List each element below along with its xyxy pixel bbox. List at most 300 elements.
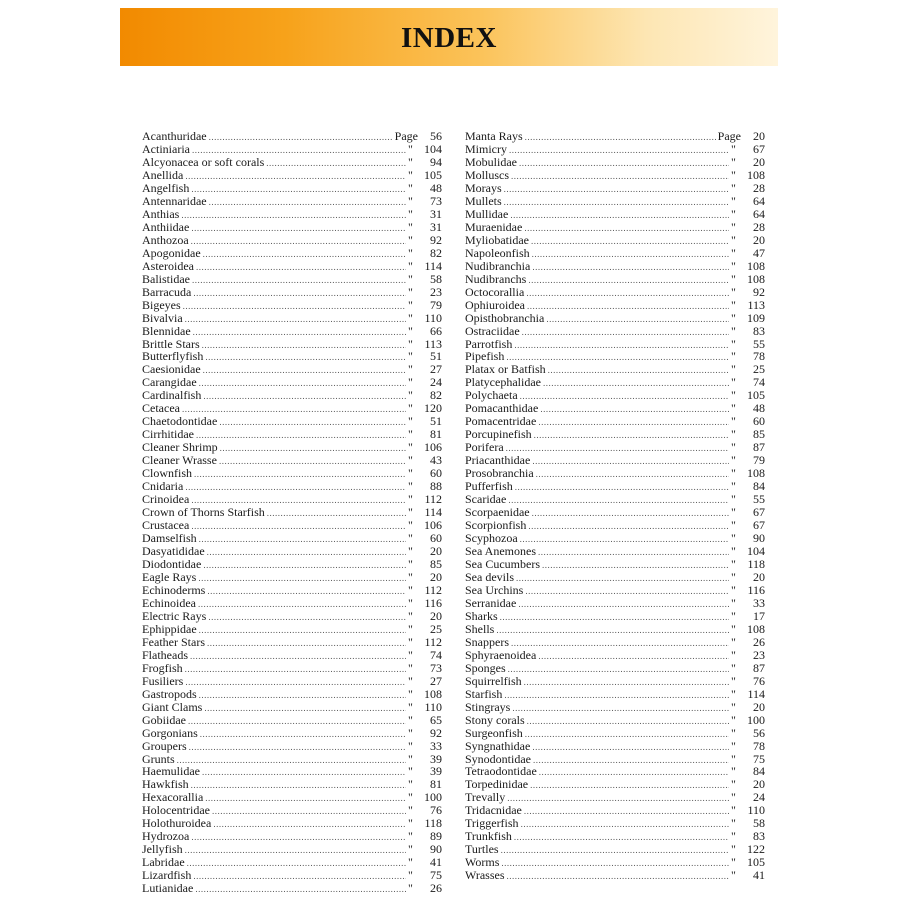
leader-dots	[203, 364, 406, 377]
entry-term: Diodontidae	[142, 556, 202, 571]
page-number: 65	[430, 712, 442, 727]
entry-term: Eagle Rays	[142, 569, 197, 584]
entry-term: Bivalvia	[142, 310, 183, 325]
leader-dots	[193, 287, 406, 300]
entry-term: Sea Anemones	[465, 544, 536, 558]
leader-dots	[199, 533, 406, 546]
entry-term: Haemulidae	[142, 764, 200, 779]
entry-term: Mimicry	[465, 141, 507, 156]
entry-term: Syngnathidae	[465, 738, 531, 753]
page-number: 55	[753, 492, 765, 507]
leader-dots	[516, 572, 729, 585]
entry-term: Wrasses	[465, 868, 505, 883]
page-number: 90	[753, 531, 765, 546]
entry-term: Synodontidae	[465, 751, 531, 766]
leader-dots	[528, 274, 729, 287]
ditto-mark: "	[731, 738, 736, 753]
leader-dots	[198, 572, 406, 585]
ditto-mark: "	[408, 401, 413, 416]
index-entry	[465, 843, 765, 856]
ditto-mark: "	[408, 725, 413, 740]
page-number: 81	[430, 777, 442, 792]
entry-term: Priacanthidae	[465, 453, 531, 468]
ditto-mark: "	[731, 790, 736, 805]
leader-dots	[202, 339, 406, 352]
leader-dots	[219, 455, 406, 468]
page-number: 51	[430, 349, 442, 364]
leader-dots	[508, 494, 729, 507]
leader-dots	[185, 313, 406, 326]
ditto-mark: "	[731, 414, 736, 429]
entry-term: Balistidae	[142, 271, 190, 286]
ditto-mark: "	[731, 375, 736, 390]
ditto-mark: "	[408, 414, 413, 429]
leader-dots	[501, 857, 729, 870]
leader-dots	[542, 559, 729, 572]
leader-dots	[207, 546, 406, 559]
index-entry	[142, 843, 442, 856]
page-number: 33	[430, 738, 442, 753]
index-entry	[465, 338, 765, 351]
page-number: 114	[747, 686, 765, 701]
index-entry	[142, 571, 442, 584]
entry-term: Anellida	[142, 167, 184, 182]
entry-term: Nudibranchia	[465, 258, 531, 273]
entry-term: Gobiidae	[142, 712, 186, 727]
ditto-mark: "	[408, 141, 413, 156]
leader-dots	[538, 546, 729, 559]
ditto-mark: "	[408, 868, 413, 883]
entry-term: Anthiidae	[142, 219, 190, 234]
page-number: 110	[747, 803, 765, 818]
ditto-mark: "	[731, 336, 736, 351]
ditto-mark: "	[408, 479, 413, 494]
leader-dots	[203, 390, 406, 403]
ditto-mark: "	[731, 621, 736, 636]
page-number: 108	[747, 271, 765, 286]
leader-dots	[501, 844, 729, 857]
leader-dots	[530, 779, 729, 792]
entry-term: Triggerfish	[465, 816, 519, 831]
entry-term: Ephippidae	[142, 621, 197, 636]
leader-dots	[532, 248, 729, 261]
entry-term: Blennidae	[142, 323, 191, 338]
index-entry	[465, 597, 765, 610]
index-entry	[465, 688, 765, 701]
entry-term: Scaridae	[465, 492, 507, 507]
entry-term: Clownfish	[142, 466, 193, 481]
page-number: 20	[430, 544, 442, 558]
entry-term: Mobulidae	[465, 154, 517, 169]
ditto-mark: "	[408, 803, 413, 818]
leader-dots	[191, 779, 406, 792]
ditto-mark: "	[731, 349, 736, 364]
leader-dots	[506, 442, 729, 455]
ditto-mark: "	[408, 440, 413, 455]
entry-term: Sharks	[465, 608, 498, 623]
leader-dots	[196, 261, 406, 274]
index-entry	[142, 688, 442, 701]
ditto-mark: "	[408, 608, 413, 623]
entry-term: Feather Stars	[142, 634, 205, 649]
page-number: 20	[753, 154, 765, 169]
leader-dots	[515, 481, 729, 494]
entry-term: Tetraodontidae	[465, 764, 537, 779]
ditto-mark: "	[408, 323, 413, 338]
leader-dots	[524, 805, 729, 818]
ditto-mark: "	[408, 686, 413, 701]
leader-dots	[192, 274, 406, 287]
leader-dots	[522, 326, 729, 339]
page-number: 105	[747, 855, 765, 870]
ditto-mark: "	[408, 310, 413, 325]
page-number: 20	[753, 232, 765, 247]
entry-term: Muraenidae	[465, 219, 523, 234]
leader-dots	[509, 144, 729, 157]
entry-term: Echinoderms	[142, 582, 206, 597]
entry-term: Hexacorallia	[142, 790, 204, 805]
index-entry	[142, 727, 442, 740]
page-number: 67	[753, 518, 765, 533]
entry-term: Ophiuroidea	[465, 297, 525, 312]
page-number: 56	[430, 129, 442, 143]
leader-dots	[205, 792, 406, 805]
page-number: 58	[430, 271, 442, 286]
page-number: 28	[753, 180, 765, 195]
page-number: 60	[430, 531, 442, 546]
index-entry	[142, 260, 442, 273]
page-number: 87	[753, 660, 765, 675]
entry-term: Cardinalfish	[142, 388, 202, 403]
leader-dots	[200, 728, 406, 741]
page-label: Page	[717, 129, 741, 143]
index-entry	[142, 234, 442, 247]
leader-dots	[219, 416, 406, 429]
ditto-mark: "	[408, 634, 413, 649]
index-entry	[142, 325, 442, 338]
ditto-mark: "	[731, 569, 736, 584]
page-number: 28	[753, 219, 765, 234]
leader-dots	[528, 520, 729, 533]
index-entry	[465, 662, 765, 675]
entry-term: Crown of Thorns Starfish	[142, 505, 265, 520]
ditto-mark: "	[731, 154, 736, 169]
page-number: 106	[424, 518, 442, 533]
leader-dots	[207, 585, 406, 598]
ditto-mark: "	[731, 310, 736, 325]
entry-term: Parrotfish	[465, 336, 513, 351]
entry-term: Starfish	[465, 686, 503, 701]
page-number: 87	[753, 440, 765, 455]
page-number: 26	[753, 634, 765, 649]
leader-dots	[185, 663, 406, 676]
entry-term: Bigeyes	[142, 297, 181, 312]
entry-term: Damselfish	[142, 531, 197, 546]
leader-dots	[533, 754, 729, 767]
header-banner	[120, 8, 778, 66]
index-entry	[465, 234, 765, 247]
page-number: 83	[753, 323, 765, 338]
index-entry	[465, 740, 765, 753]
entry-term: Groupers	[142, 738, 187, 753]
index-entry	[142, 156, 442, 169]
ditto-mark: "	[408, 427, 413, 442]
entry-term: Pipefish	[465, 349, 505, 364]
entry-term: Lutianidae	[142, 881, 194, 896]
leader-dots	[538, 416, 729, 429]
ditto-mark: "	[408, 816, 413, 831]
page-number: 39	[430, 751, 442, 766]
ditto-mark: "	[731, 167, 736, 182]
entry-term: Antennaridae	[142, 193, 207, 208]
index-entry	[465, 195, 765, 208]
page-number: 113	[747, 297, 765, 312]
entry-term: Prosobranchia	[465, 466, 534, 481]
entry-term: Gorgonians	[142, 725, 198, 740]
ditto-mark: "	[731, 219, 736, 234]
entry-term: Tridacnidae	[465, 803, 522, 818]
leader-dots	[181, 209, 406, 222]
index-entry	[465, 299, 765, 312]
entry-term: Serranidae	[465, 595, 517, 610]
ditto-mark: "	[408, 855, 413, 870]
leader-dots	[185, 676, 406, 689]
entry-term: Trevally	[465, 790, 506, 805]
leader-dots	[507, 792, 729, 805]
entry-term: Sea devils	[465, 569, 514, 584]
index-entry	[142, 636, 442, 649]
leader-dots	[504, 196, 729, 209]
entry-term: Angelfish	[142, 180, 190, 195]
index-entry	[142, 882, 442, 895]
page-number: 104	[747, 544, 765, 558]
entry-term: Torpedinidae	[465, 777, 529, 792]
ditto-mark: "	[408, 492, 413, 507]
leader-dots	[191, 831, 406, 844]
page-number: 118	[424, 816, 442, 831]
ditto-mark: "	[731, 466, 736, 481]
leader-dots	[508, 663, 729, 676]
page-number: 92	[753, 284, 765, 299]
entry-term: Pomacentridae	[465, 414, 537, 429]
ditto-mark: "	[731, 660, 736, 675]
entry-term: Dasyatididae	[142, 544, 205, 558]
ditto-mark: "	[731, 725, 736, 740]
index-entry	[142, 675, 442, 688]
page-number: 31	[430, 219, 442, 234]
entry-term: Chaetodontidae	[142, 414, 218, 429]
leader-dots	[514, 339, 729, 352]
ditto-mark: "	[408, 206, 413, 221]
page-number: 51	[430, 414, 442, 429]
page-number: 67	[753, 505, 765, 520]
page-number: 84	[753, 479, 765, 494]
leader-dots	[199, 689, 406, 702]
ditto-mark: "	[731, 868, 736, 883]
leader-dots	[190, 650, 406, 663]
ditto-mark: "	[731, 764, 736, 779]
leader-dots	[198, 598, 406, 611]
page-number: 82	[430, 388, 442, 403]
ditto-mark: "	[408, 544, 413, 558]
entry-term: Hydrozoa	[142, 829, 190, 844]
entry-term: Crinoidea	[142, 492, 190, 507]
ditto-mark: "	[408, 258, 413, 273]
page-number: 43	[430, 453, 442, 468]
page-number: 105	[747, 388, 765, 403]
ditto-mark: "	[408, 699, 413, 714]
leader-dots	[185, 844, 406, 857]
page-number: 48	[753, 401, 765, 416]
entry-term: Pomacanthidae	[465, 401, 539, 416]
leader-dots	[199, 377, 406, 390]
ditto-mark: "	[731, 193, 736, 208]
leader-dots	[539, 766, 729, 779]
index-entry	[142, 182, 442, 195]
index-column-left	[142, 130, 442, 895]
page-number: 24	[753, 790, 765, 805]
index-entry	[465, 701, 765, 714]
page-number: 17	[753, 608, 765, 623]
entry-term: Caesionidae	[142, 362, 201, 377]
entry-term: Carangidae	[142, 375, 197, 390]
index-entry	[465, 869, 765, 882]
entry-term: Apogonidae	[142, 245, 201, 260]
page-number: 20	[753, 699, 765, 714]
page-number: 60	[430, 466, 442, 481]
leader-dots	[187, 857, 406, 870]
ditto-mark: "	[731, 245, 736, 260]
ditto-mark: "	[408, 167, 413, 182]
entry-term: Lizardfish	[142, 868, 192, 883]
leader-dots	[527, 300, 729, 313]
entry-term: Asteroidea	[142, 258, 194, 273]
ditto-mark: "	[408, 777, 413, 792]
ditto-mark: "	[408, 738, 413, 753]
ditto-mark: "	[408, 647, 413, 662]
entry-term: Squirrelfish	[465, 673, 522, 688]
index-entry	[142, 558, 442, 571]
ditto-mark: "	[408, 245, 413, 260]
index-entry	[465, 830, 765, 843]
entry-term: Worms	[465, 855, 500, 870]
index-entry	[465, 428, 765, 441]
index-entry	[465, 558, 765, 571]
entry-term: Sponges	[465, 660, 506, 675]
leader-dots	[212, 805, 406, 818]
leader-dots	[525, 728, 729, 741]
entry-term: Barracuda	[142, 284, 192, 299]
page-number: 106	[424, 440, 442, 455]
index-entry	[142, 247, 442, 260]
entry-term: Pufferfish	[465, 479, 513, 494]
ditto-mark: "	[408, 582, 413, 597]
ditto-mark: "	[731, 206, 736, 221]
index-entry	[142, 649, 442, 662]
ditto-mark: "	[731, 777, 736, 792]
ditto-mark: "	[408, 466, 413, 481]
entry-term: Trunkfish	[465, 829, 512, 844]
page-number: 92	[430, 725, 442, 740]
page-number: 79	[753, 453, 765, 468]
leader-dots	[520, 533, 729, 546]
index-entry	[142, 389, 442, 402]
ditto-mark: "	[731, 582, 736, 597]
leader-dots	[193, 870, 406, 883]
entry-term: Napoleonfish	[465, 245, 530, 260]
entry-term: Butterflyfish	[142, 349, 204, 364]
leader-dots	[519, 157, 729, 170]
ditto-mark: "	[408, 790, 413, 805]
index-entry	[142, 273, 442, 286]
ditto-mark: "	[408, 660, 413, 675]
entry-term: Alcyonacea or soft corals	[142, 154, 265, 169]
ditto-mark: "	[408, 336, 413, 351]
ditto-mark: "	[731, 686, 736, 701]
ditto-mark: "	[731, 323, 736, 338]
ditto-mark: "	[731, 544, 736, 558]
ditto-mark: "	[408, 764, 413, 779]
leader-dots	[191, 520, 406, 533]
entry-term: Octocorallia	[465, 284, 525, 299]
index-column-right	[465, 130, 765, 882]
page-number: 83	[753, 829, 765, 844]
ditto-mark: "	[731, 595, 736, 610]
page-number: 92	[430, 232, 442, 247]
ditto-mark: "	[408, 453, 413, 468]
leader-dots	[524, 222, 729, 235]
leader-dots	[189, 741, 406, 754]
leader-dots	[525, 585, 729, 598]
ditto-mark: "	[408, 621, 413, 636]
page-number: 41	[430, 855, 442, 870]
leader-dots	[193, 326, 406, 339]
ditto-mark: "	[731, 453, 736, 468]
page-number: 88	[430, 479, 442, 494]
ditto-mark: "	[731, 505, 736, 520]
leader-dots	[514, 831, 729, 844]
ditto-mark: "	[408, 595, 413, 610]
leader-dots	[527, 715, 729, 728]
leader-dots	[511, 170, 729, 183]
page-number: 23	[430, 284, 442, 299]
page-number: 85	[753, 427, 765, 442]
entry-term: Cirrhitidae	[142, 427, 194, 442]
entry-term: Sphyraenoidea	[465, 647, 537, 662]
index-entry	[142, 610, 442, 623]
page-number: 118	[747, 556, 765, 571]
entry-term: Scorpaenidae	[465, 505, 530, 520]
page-number: 60	[753, 414, 765, 429]
entry-term: Anthozoa	[142, 232, 189, 247]
leader-dots	[185, 170, 406, 183]
ditto-mark: "	[408, 180, 413, 195]
entry-term: Turtles	[465, 842, 499, 857]
index-entry	[465, 571, 765, 584]
ditto-mark: "	[731, 362, 736, 377]
index-page	[120, 8, 778, 900]
page-number: 39	[430, 764, 442, 779]
index-entry	[142, 662, 442, 675]
entry-term: Sea Cucumbers	[465, 556, 540, 571]
index-entry	[465, 675, 765, 688]
ditto-mark: "	[408, 531, 413, 546]
index-entry	[142, 584, 442, 597]
leader-dots	[532, 455, 729, 468]
index-entry	[142, 597, 442, 610]
entry-term: Echinoidea	[142, 595, 196, 610]
ditto-mark: "	[731, 297, 736, 312]
